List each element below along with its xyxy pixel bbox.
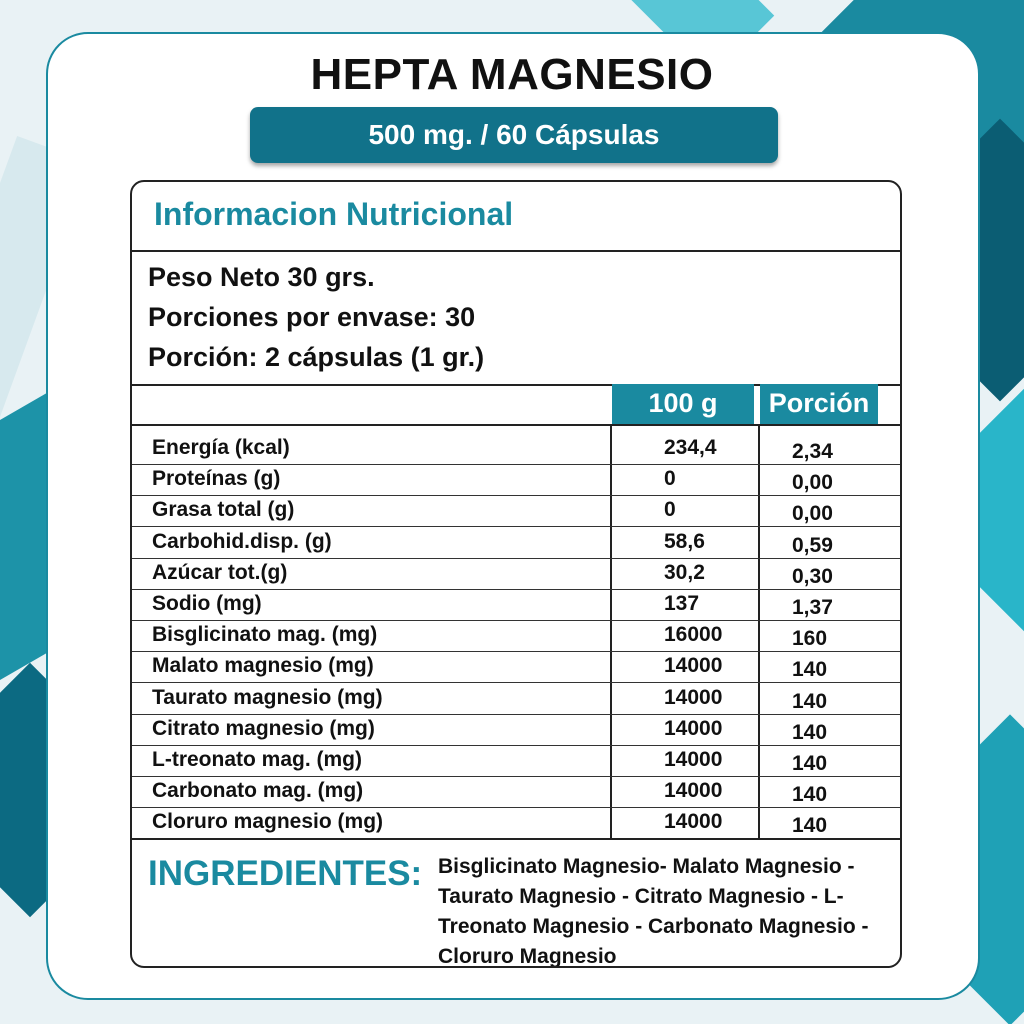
- nutrition-heading-text: Informacion Nutricional: [154, 196, 514, 232]
- table-row: [132, 808, 900, 839]
- table-row: [132, 528, 900, 559]
- table-row: [132, 715, 900, 746]
- nutrient-name: Malato magnesio (mg): [152, 654, 374, 678]
- value-per-100g: 30,2: [664, 560, 705, 584]
- product-subtitle-badge: 500 mg. / 60 Cápsulas: [250, 107, 778, 163]
- table-row: [132, 496, 900, 527]
- value-per-100g: 16000: [664, 623, 723, 647]
- product-title: HEPTA MAGNESIO: [310, 50, 714, 99]
- nutrient-name: Taurato magnesio (mg): [152, 685, 383, 709]
- value-per-portion: 0,30: [792, 564, 833, 588]
- nutrient-name: Energía (kcal): [152, 436, 290, 459]
- servings-per-container: Porciones por envase: 30: [148, 302, 476, 332]
- value-per-100g: 0: [664, 467, 676, 491]
- ingredients-label: INGREDIENTES:: [148, 854, 423, 893]
- table-row: [132, 777, 900, 808]
- value-per-portion: 160: [792, 627, 828, 651]
- serving-info: [132, 250, 900, 386]
- table-row: [132, 746, 900, 777]
- table-row: [132, 559, 900, 590]
- value-per-100g: 137: [664, 592, 700, 615]
- value-per-100g: 58,6: [664, 529, 705, 553]
- value-per-portion: 2,34: [792, 440, 833, 463]
- column-header-100g: 100 g: [612, 384, 754, 424]
- nutrient-name: Carbohid.disp. (g): [152, 529, 332, 553]
- nutrient-name: Cloruro magnesio (mg): [152, 810, 384, 834]
- nutrient-name: Carbonato mag. (mg): [152, 779, 364, 803]
- table-row: [132, 590, 900, 621]
- serving-size: Porción: 2 cápsulas (1 gr.): [148, 342, 485, 372]
- nutrient-name: L-treonato mag. (mg): [152, 748, 362, 771]
- nutrient-name: Grasa total (g): [152, 498, 295, 522]
- table-row: [132, 465, 900, 496]
- value-per-portion: 0,00: [792, 502, 833, 526]
- value-per-100g: 14000: [664, 779, 723, 803]
- value-per-portion: 140: [792, 720, 828, 744]
- nutrient-name: Citrato magnesio (mg): [152, 716, 375, 740]
- value-per-100g: 234,4: [664, 436, 717, 459]
- column-header-portion: Porción: [760, 384, 878, 424]
- value-per-portion: 140: [792, 689, 828, 713]
- value-per-portion: 1,37: [792, 596, 833, 619]
- value-per-100g: 14000: [664, 810, 723, 834]
- value-per-100g: 14000: [664, 716, 723, 740]
- value-per-100g: 0: [664, 498, 676, 522]
- divider: [132, 838, 900, 840]
- nutrient-name: Sodio (mg): [152, 592, 262, 615]
- value-per-portion: 0,59: [792, 533, 833, 557]
- table-row: [132, 434, 900, 465]
- value-per-portion: 140: [792, 658, 828, 682]
- divider: [132, 424, 900, 426]
- value-per-100g: 14000: [664, 654, 723, 678]
- nutrition-panel: [130, 180, 902, 968]
- value-per-portion: 140: [792, 814, 828, 838]
- value-per-portion: 0,00: [792, 471, 833, 495]
- value-per-portion: 140: [792, 752, 828, 775]
- value-per-100g: 14000: [664, 748, 723, 771]
- table-row: [132, 684, 900, 715]
- table-row: [132, 652, 900, 683]
- nutrient-name: Bisglicinato mag. (mg): [152, 623, 378, 647]
- value-per-portion: 140: [792, 783, 828, 807]
- nutrient-name: Proteínas (g): [152, 467, 281, 491]
- nutrition-heading: [132, 182, 900, 252]
- value-per-100g: 14000: [664, 685, 723, 709]
- nutrient-name: Azúcar tot.(g): [152, 560, 288, 584]
- net-weight: Peso Neto 30 grs.: [148, 262, 375, 292]
- ingredients-text: Bisglicinato Magnesio- Malato Magnesio - Taurato Magnesio - Citrato Magnesio - L-Treonato Magnesio - Carbonato Magnesio - Cloruro Magnesio: [438, 855, 869, 968]
- table-row: [132, 621, 900, 652]
